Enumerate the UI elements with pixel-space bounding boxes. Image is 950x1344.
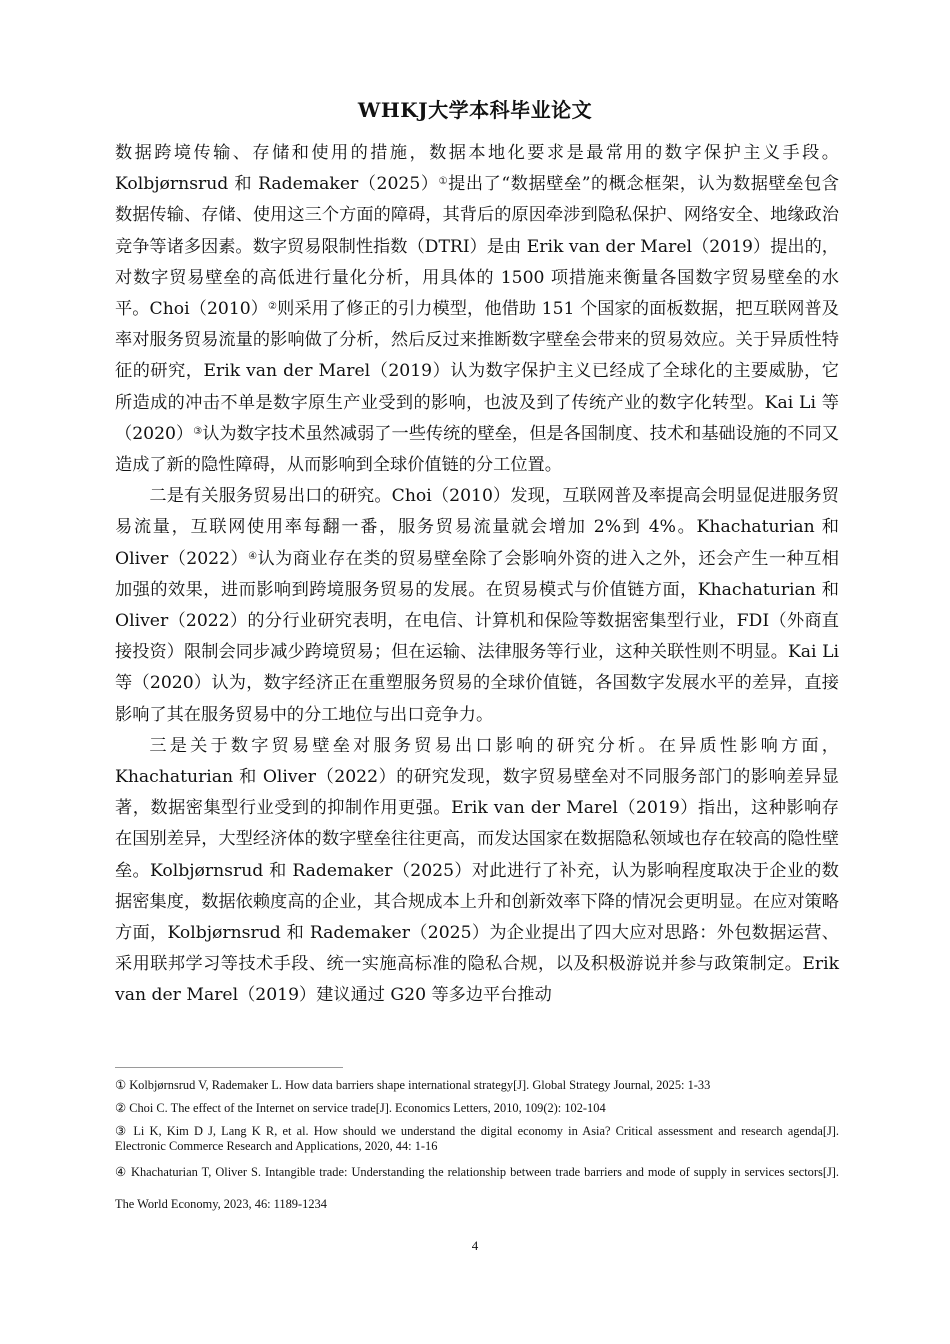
paragraph-text: 认为商业存在类的贸易壁垒除了会影响外资的进入之外，还会产生一种互相加强的效果，进而影响到跨境服务贸易的发展。在贸易模式与价值链方面，Khachaturian 和 Oliver（2022）的分行业研究表明，在电信、计算机和保险等数据密集型行业，FDI（外商直接投资）限制会同步减少跨境贸易；但在运输、法律服务等行业，这种关联性则不明显。Kai Li 等（2020）认为，数字经济正在重塑服务贸易的全球价值链，各国数字发展水平的差异，直接影响了其在服务贸易中的分工地位与出口竞争力。 (115, 548, 839, 725)
paragraph-text: 则采用了修正的引力模型，他借助 151 个国家的面板数据，把互联网普及率对服务贸易流量的影响做了分析，然后反过来推断数字壁垒会带来的贸易效应。关于异质性特征的研究，Erik van der Marel（2019）认为数字保护主义已经成了全球化的主要威胁，它所造成的冲击不单是数字原生产业受到的影响，也波及到了传统产业的数字化转型。Kai Li 等（2020） (115, 299, 839, 444)
body-paragraph (115, 731, 839, 1012)
footnote-divider (115, 1067, 343, 1068)
footnote-4: ④ Khachaturian T, Oliver S. Intangible trade: Understanding the relationship between trade barriers and mode of supply in services sectors[J]. The World Economy, 2023, 46: 1189-1234 (115, 1165, 839, 1211)
body-paragraph (115, 481, 839, 731)
paragraph-text: 数据跨境传输、存储和使用的措施，数据本地化要求是最常用的数字保护主义手段。Kolbjørnsrud 和 Rademaker（2025） (115, 143, 839, 195)
footnote-reference: ② (268, 301, 278, 313)
footnote-reference: ④ (248, 550, 258, 562)
footnote-reference: ③ (193, 425, 203, 437)
body-text (115, 138, 839, 1012)
paragraph-text: 提出了“数据壁垒”的概念框架，认为数据壁垒包含数据传输、存储、使用这三个方面的障碍，其背后的原因牵涉到隐私保护、网络安全、地缘政治竞争等诸多因素。数字贸易限制性指数（DTRI）是由 Erik van der Marel（2019）提出的，对数字贸易壁垒的高低进行量化分析，用具体的 1500 项措施来衡量各国数字贸易壁垒的水平。Choi（2010） (115, 174, 839, 320)
body-paragraph (115, 138, 839, 481)
footnote-2: ② Choi C. The effect of the Internet on service trade[J]. Economics Letters, 2010, 109(2): 102-104 (115, 1101, 606, 1115)
footnote-3: ③ Li K, Kim D J, Lang K R, et al. How should we understand the digital economy in Asia? Critical assessment and research agenda[J]. Electronic Commerce Research and Applications, 2020, 44: 1-16 (115, 1124, 839, 1153)
paragraph-text: 三是关于数字贸易壁垒对服务贸易出口影响的研究分析。在异质性影响方面，Khachaturian 和 Oliver（2022）的研究发现，数字贸易壁垒对不同服务部门的影响差异显著，数据密集型行业受到的抑制作用更强。Erik van der Marel（2019）指出，这种影响存在国别差异，大型经济体的数字壁垒往往更高，而发达国家在数据隐私领域也存在较高的隐性壁垒。Kolbjørnsrud 和 Rademaker（2025）对此进行了补充，认为影响程度取决于企业的数据密集度，数据依赖度高的企业，其合规成本上升和创新效率下降的情况会更明显。在应对策略方面，Kolbjørnsrud 和 Rademaker（2025）为企业提出了四大应对思路：外包数据运营、采用联邦学习等技术手段、统一实施高标准的隐私合规，以及积极游说并参与政策制定。Erik van der Marel（2019）建议通过 G20 等多边平台推动 (115, 735, 839, 1006)
paragraph-text: 认为数字技术虽然减弱了一些传统的壁垒，但是各国制度、技术和基础设施的不同又造成了新的隐性障碍，从而影响到全球价值链的分工位置。 (115, 423, 839, 476)
paragraph-text: 二是有关服务贸易出口的研究。Choi（2010）发现，互联网普及率提高会明显促进服务贸易流量，互联网使用率每翻一番，服务贸易流量就会增加 2%到 4%。Khachaturian 和 Oliver（2022） (115, 486, 839, 569)
footnote-1: ① Kolbjørnsrud V, Rademaker L. How data barriers shape international strategy[J]. Global Strategy Journal, 2025: 1-33 (115, 1078, 711, 1092)
footnote-reference: ① (438, 176, 449, 188)
page-number: 4 (471, 1238, 479, 1253)
page-header-title: WHKJ大学本科毕业论文 (357, 98, 593, 122)
footnotes (115, 1078, 839, 1228)
